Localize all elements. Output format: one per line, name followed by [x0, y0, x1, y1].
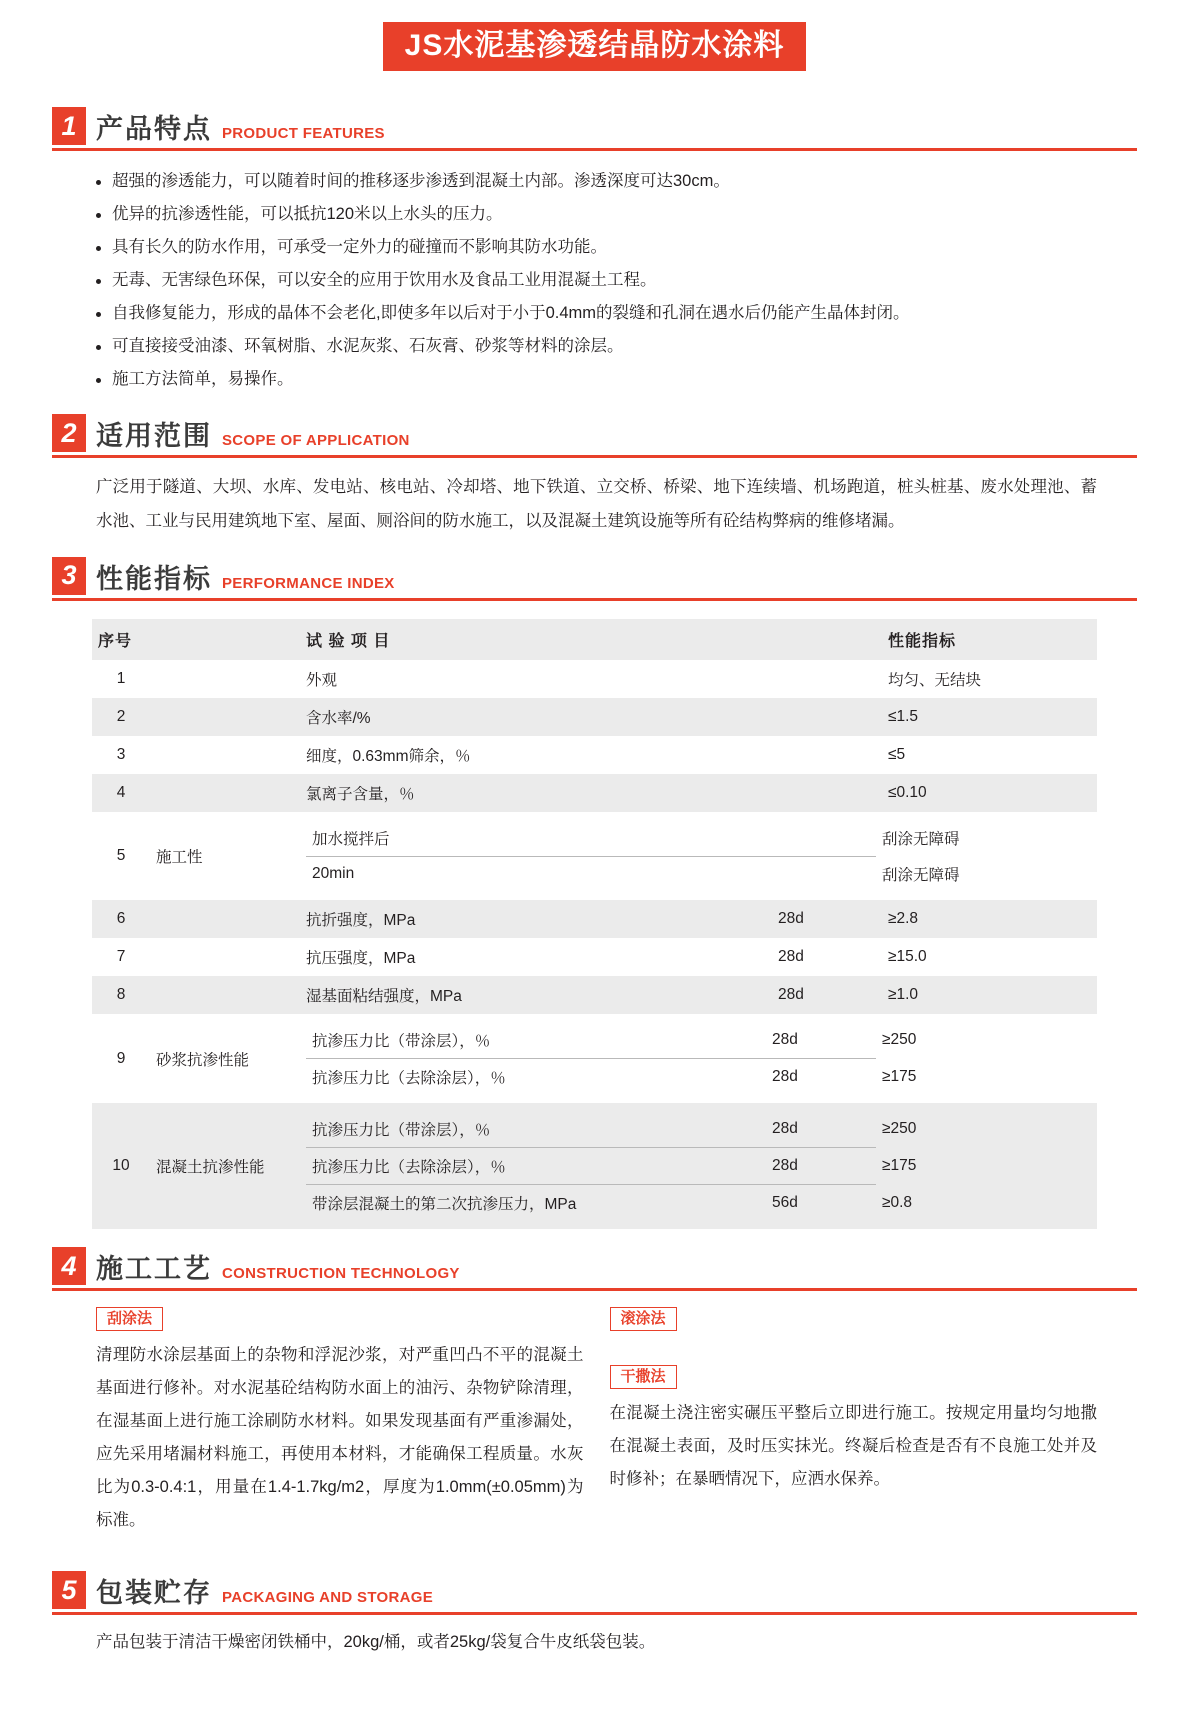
cell-no: 6: [92, 900, 150, 938]
table-row: [92, 1014, 1097, 1103]
cell-category: [150, 736, 300, 774]
list-item: 优异的抗渗透性能，可以抵抗120米以上水头的压力。: [96, 198, 1137, 231]
cell-item: 抗渗压力比（带涂层），％: [306, 1022, 766, 1059]
cell-age: 56d: [766, 1185, 876, 1222]
cell-category: 施工性: [156, 848, 203, 866]
cell-item: 含水率/%: [300, 698, 772, 736]
method-tag-scraping: 刮涂法: [96, 1307, 163, 1331]
scope-paragraph: 广泛用于隧道、大坝、水库、发电站、核电站、冷却塔、地下铁道、立交桥、桥梁、地下连续墙、机场跑道，桩头桩基、废水处理池、蓄水池、工业与民用建筑地下室、屋面、厕浴间的防水施工，以及混凝土建筑设施等所有砼结构弊病的维修堵漏。: [96, 478, 1097, 530]
section-title-en: PACKAGING AND STORAGE: [222, 1589, 434, 1607]
table-header-row: [92, 619, 1097, 660]
cell-item: 加水搅拌后: [306, 820, 766, 857]
cell-value: 刮涂无障碍: [882, 830, 960, 848]
cell-value: ≥250: [876, 1111, 1091, 1148]
section-title-en: SCOPE OF APPLICATION: [222, 432, 410, 449]
cell-age: [772, 736, 882, 774]
product-features-list: [52, 165, 1137, 396]
cell-age: 28d: [766, 1111, 876, 1148]
section-number: 3: [52, 557, 86, 595]
cell-age: 28d: [766, 1148, 876, 1185]
section-header-packaging-storage: [52, 1571, 1137, 1615]
section-header-construction-technology: [52, 1247, 1137, 1291]
table-row: [92, 1103, 1097, 1229]
cell-no: 4: [92, 774, 150, 812]
sub-row: [306, 1111, 1091, 1148]
section-number: 1: [52, 107, 86, 145]
th-age: [772, 619, 882, 660]
list-item: 施工方法简单，易操作。: [96, 363, 1137, 396]
th-item: 试 验 项 目: [300, 619, 772, 660]
list-item: 自我修复能力，形成的晶体不会老化,即使多年以后对于小于0.4mm的裂缝和孔洞在遇水后仍能产生晶体封闭。: [96, 297, 1137, 330]
cell-no: 5: [116, 846, 126, 864]
list-item: 可直接接受油漆、环氧树脂、水泥灰浆、石灰膏、砂浆等材料的涂层。: [96, 330, 1137, 363]
cell-item: 氯离子含量，％: [300, 774, 772, 812]
cell-value: ≥1.0: [882, 976, 1097, 1014]
sub-row: [306, 1059, 1091, 1096]
cell-value: ≥2.8: [882, 900, 1097, 938]
table-row: [92, 660, 1097, 698]
cell-age: [772, 774, 882, 812]
sub-row: [306, 1022, 1091, 1059]
table-row: [92, 938, 1097, 976]
section-number: 2: [52, 414, 86, 452]
section-header-scope-of-application: [52, 414, 1137, 458]
list-item: 具有长久的防水作用，可承受一定外力的碰撞而不影响其防水功能。: [96, 231, 1137, 264]
cell-value: 刮涂无障碍: [882, 867, 960, 885]
cell-item: 湿基面粘结强度，MPa: [300, 976, 772, 1014]
cell-item: 抗渗压力比（带涂层），％: [306, 1111, 766, 1148]
method-text-dry-sprinkle: 在混凝土浇注密实碾压平整后立即进行施工。按规定用量均匀地撒在混凝土表面，及时压实抹光。终凝后检查是否有不良施工处并及时修补；在暴晒情况下，应洒水保养。: [609, 1404, 1097, 1489]
section-number: 4: [52, 1247, 86, 1285]
table-row: [92, 698, 1097, 736]
cell-value: ≤1.5: [882, 698, 1097, 736]
sub-row: [306, 820, 1091, 857]
cell-subtable: [300, 1014, 1097, 1103]
cell-age: 28d: [766, 1022, 876, 1059]
cell-value: ≥175: [876, 1148, 1091, 1185]
cell-item: 抗折强度，MPa: [300, 900, 772, 938]
cell-item: 抗渗压力比（去除涂层），％: [312, 1070, 506, 1088]
th-category: [150, 619, 300, 660]
table-row: [92, 812, 1097, 901]
cell-age: [766, 820, 876, 857]
cell-item: 外观: [306, 671, 338, 689]
cell-category: [150, 900, 300, 938]
cell-age: 28d: [772, 1068, 798, 1086]
cell-value: ≥15.0: [888, 948, 927, 966]
cell-item: 20min: [312, 865, 355, 883]
packaging-paragraph: 产品包装于清洁干燥密闭铁桶中，20kg/桶，或者25kg/袋复合牛皮纸袋包装。: [96, 1633, 656, 1652]
page-title: JS水泥基渗透结晶防水涂料: [383, 22, 807, 71]
cell-item: 细度，0.63mm筛余，％: [306, 747, 471, 765]
cell-no: 7: [116, 948, 126, 966]
cell-age: 28d: [772, 976, 882, 1014]
column-spacer: [610, 1339, 1098, 1365]
cell-value: ≤0.10: [882, 774, 1097, 812]
cell-value: ≥0.8: [876, 1185, 1091, 1222]
cell-category: [150, 976, 300, 1014]
section-title-en: CONSTRUCTION TECHNOLOGY: [222, 1265, 460, 1283]
cell-item: 抗渗压力比（去除涂层），％: [306, 1148, 766, 1185]
cell-no: 2: [92, 698, 150, 736]
th-no: 序号: [92, 619, 150, 660]
table-row: [92, 976, 1097, 1014]
th-value: 性能指标: [882, 619, 1097, 660]
cell-value: 均匀、无结块: [888, 671, 982, 689]
sub-row: [306, 856, 1091, 892]
cell-age: [766, 856, 876, 892]
bottom-spacer: [52, 1658, 1137, 1718]
cell-category: 混凝土抗渗性能: [150, 1103, 300, 1229]
section-title-cn: 施工工艺: [96, 1254, 212, 1285]
section-number: 5: [52, 1571, 86, 1609]
cell-category: [150, 660, 300, 698]
cell-no: 10: [92, 1103, 150, 1229]
cell-category: [150, 774, 300, 812]
section-title-en: PRODUCT FEATURES: [222, 125, 385, 142]
cell-value: ≥250: [882, 1031, 917, 1049]
sub-row: [306, 1185, 1091, 1222]
performance-table-wrap: [52, 601, 1137, 1230]
document-title-wrap: [52, 0, 1137, 89]
table-row: [92, 736, 1097, 774]
section-title-cn: 产品特点: [96, 114, 212, 144]
cell-value: ≤5: [888, 745, 906, 763]
technology-column-left: [96, 1307, 584, 1553]
section-header-product-features: [52, 107, 1137, 151]
technology-column-right: [610, 1307, 1098, 1553]
cell-category: 砂浆抗渗性能: [156, 1051, 250, 1069]
cell-age: [772, 660, 882, 698]
method-tag-dry-sprinkle: 干撒法: [610, 1365, 677, 1389]
performance-index-table: [92, 619, 1097, 1230]
construction-technology-columns: [52, 1291, 1137, 1553]
cell-item: 带涂层混凝土的第二次抗渗压力，MPa: [306, 1185, 766, 1222]
cell-no: 8: [92, 976, 150, 1014]
cell-age: 28d: [772, 900, 882, 938]
list-item: 无毒、无害绿色环保，可以安全的应用于饮用水及食品工业用混凝土工程。: [96, 264, 1137, 297]
cell-category: [150, 698, 300, 736]
cell-age: [772, 698, 882, 736]
cell-category: [150, 938, 300, 976]
cell-subtable: [300, 1103, 1097, 1229]
section-title-cn: 包装贮存: [96, 1578, 212, 1609]
section-header-performance-index: [52, 557, 1137, 601]
cell-no: 9: [116, 1049, 126, 1067]
cell-no: 3: [116, 745, 126, 763]
sub-row: [306, 1148, 1091, 1185]
cell-subtable: [300, 812, 1097, 901]
cell-age: 28d: [778, 948, 804, 966]
method-tag-rolling: 滚涂法: [610, 1307, 677, 1331]
cell-value: ≥175: [882, 1067, 917, 1085]
section-title-cn: 性能指标: [96, 563, 212, 594]
section-title-en: PERFORMANCE INDEX: [222, 574, 395, 592]
list-item: 超强的渗透能力，可以随着时间的推移逐步渗透到混凝土内部。渗透深度可达30cm。: [96, 165, 1137, 198]
table-row: [92, 900, 1097, 938]
method-text-scraping: 清理防水涂层基面上的杂物和浮泥沙浆，对严重凹凸不平的混凝土基面进行修补。对水泥基砼结构防水面上的油污、杂物铲除清理，在湿基面上进行施工涂刷防水材料。如果发现基面有严重渗漏处，应先采用堵漏材料施工，再使用本材料，才能确保工程质量。水灰比为0.3-0.4:1，用量在1.4-1.7kg/m2，厚度为1.0mm(±0.05mm)为标准。: [96, 1346, 584, 1530]
section-title-cn: 适用范围: [96, 421, 212, 451]
table-row: [92, 774, 1097, 812]
cell-no: 1: [116, 669, 126, 687]
cell-item: 抗压强度，MPa: [306, 950, 416, 968]
